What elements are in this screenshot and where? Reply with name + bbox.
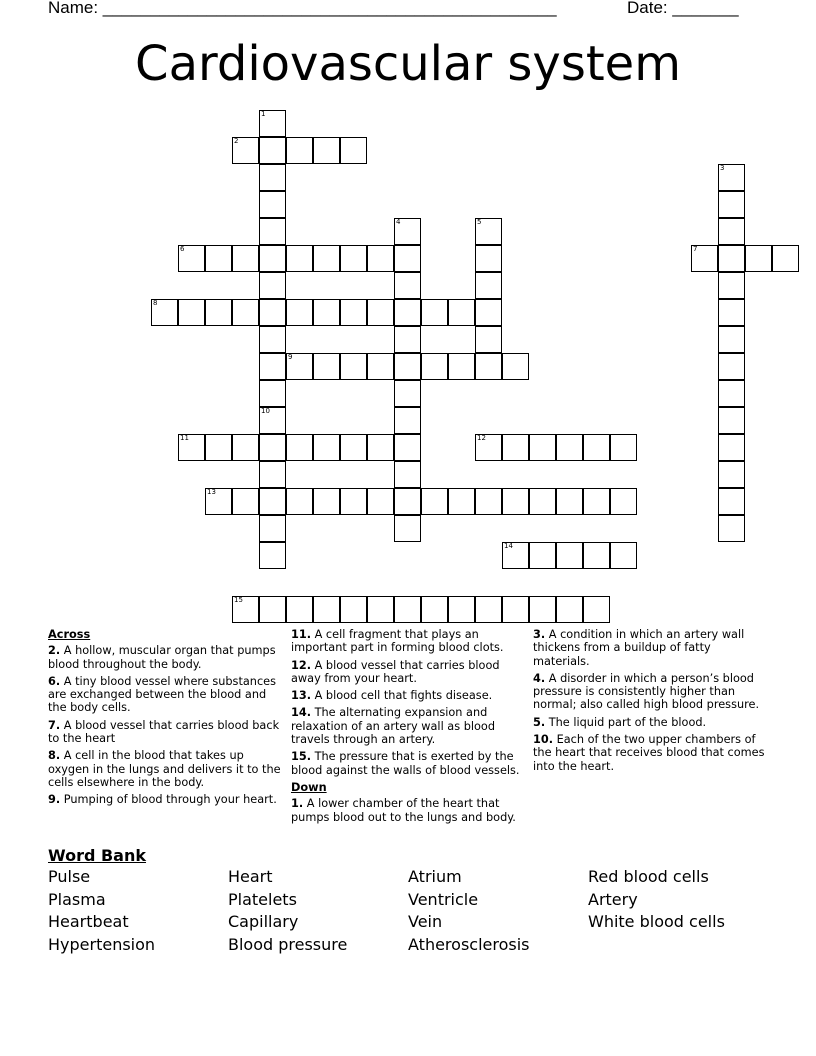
clue-number: 14	[504, 542, 513, 550]
clue-number: 8	[153, 299, 158, 307]
crossword-cell[interactable]	[691, 245, 718, 272]
clues-column-3	[533, 628, 768, 777]
clue-number: 4.	[533, 671, 546, 685]
clue-number: 1.	[291, 797, 304, 811]
crossword-cell[interactable]	[340, 299, 367, 326]
clue	[48, 719, 283, 746]
clue-number: 1	[261, 110, 266, 118]
clue	[48, 749, 283, 789]
crossword-cell[interactable]	[259, 542, 286, 569]
crossword-cell[interactable]	[718, 326, 745, 353]
clue	[291, 706, 526, 746]
crossword-cell[interactable]	[286, 245, 313, 272]
crossword-cell[interactable]	[394, 434, 421, 461]
crossword-cell[interactable]	[367, 299, 394, 326]
crossword-cell[interactable]	[367, 596, 394, 623]
crossword-cell[interactable]	[502, 542, 529, 569]
clue-number: 2	[234, 137, 239, 145]
crossword-cell[interactable]	[529, 542, 556, 569]
crossword-cell[interactable]	[583, 596, 610, 623]
clue-number: 15	[234, 596, 243, 604]
crossword-cell[interactable]	[394, 218, 421, 245]
clue-text: A condition in which an artery wall thickens from a buildup of fatty materials.	[533, 628, 745, 668]
crossword-cell[interactable]	[367, 245, 394, 272]
crossword-cell[interactable]	[259, 326, 286, 353]
crossword-cell[interactable]	[286, 137, 313, 164]
crossword-cell[interactable]	[718, 218, 745, 245]
crossword-cell[interactable]	[718, 380, 745, 407]
crossword-cell[interactable]	[313, 596, 340, 623]
crossword-cell[interactable]	[718, 461, 745, 488]
crossword-cell[interactable]	[367, 353, 394, 380]
clue	[533, 733, 768, 773]
crossword-cell[interactable]	[475, 488, 502, 515]
crossword-cell[interactable]	[502, 353, 529, 380]
crossword-cell[interactable]	[286, 434, 313, 461]
crossword-cell[interactable]	[475, 596, 502, 623]
crossword-cell[interactable]	[340, 596, 367, 623]
clue-number: 10.	[533, 733, 554, 747]
crossword-cell[interactable]	[475, 272, 502, 299]
word-bank-item: Capillary	[228, 912, 299, 932]
crossword-cell[interactable]	[232, 596, 259, 623]
crossword-cell[interactable]	[205, 299, 232, 326]
crossword-cell[interactable]	[448, 488, 475, 515]
crossword-cell[interactable]	[718, 164, 745, 191]
crossword-cell[interactable]	[448, 596, 475, 623]
crossword-cell[interactable]	[313, 137, 340, 164]
clue-number: 13	[207, 488, 216, 496]
word-bank-column	[408, 866, 530, 957]
crossword-cell[interactable]	[718, 272, 745, 299]
crossword-cell[interactable]	[421, 488, 448, 515]
word-bank-item: Pulse	[48, 867, 91, 886]
crossword-cell[interactable]	[718, 353, 745, 380]
clue-number: 2.	[48, 644, 61, 658]
crossword-cell[interactable]	[556, 488, 583, 515]
clue	[291, 659, 526, 686]
crossword-cell[interactable]	[259, 110, 286, 137]
crossword-cell[interactable]	[556, 542, 583, 569]
crossword-cell[interactable]	[718, 245, 745, 272]
crossword-cell[interactable]	[394, 515, 421, 542]
crossword-cell[interactable]	[394, 245, 421, 272]
clue-number: 8.	[48, 749, 61, 763]
crossword-cell[interactable]	[502, 488, 529, 515]
crossword-cell[interactable]	[340, 353, 367, 380]
clue-number: 6	[180, 245, 185, 253]
crossword-cell[interactable]	[394, 380, 421, 407]
crossword-cell[interactable]	[718, 407, 745, 434]
clue-number: 4	[396, 218, 401, 226]
down-heading: Down	[291, 780, 327, 794]
crossword-cell[interactable]	[340, 488, 367, 515]
word-bank-item: Blood pressure	[228, 935, 348, 955]
crossword-cell[interactable]	[205, 488, 232, 515]
clue-text: A blood vessel that carries blood away from your heart.	[291, 658, 500, 685]
crossword-cell[interactable]	[718, 191, 745, 218]
clue-text: A tiny blood vessel where substances are exchanged between the blood and the body cells.	[48, 674, 276, 715]
crossword-cell[interactable]	[583, 542, 610, 569]
crossword-cell[interactable]	[178, 299, 205, 326]
clue-text: A disorder in which a person’s blood pressure is consistently higher than normal; also called high blood pressure.	[533, 671, 760, 712]
crossword-cell[interactable]	[205, 245, 232, 272]
crossword-cell[interactable]	[718, 434, 745, 461]
clue-text: A blood vessel that carries blood back to the heart	[48, 718, 280, 746]
crossword-cell[interactable]	[475, 299, 502, 326]
crossword-cell[interactable]	[259, 461, 286, 488]
crossword-cell[interactable]	[610, 542, 637, 569]
crossword-cell[interactable]	[394, 407, 421, 434]
crossword-cell[interactable]	[178, 245, 205, 272]
clue-text: The pressure that is exerted by the blood against the walls of blood vessels.	[291, 750, 520, 777]
word-bank-column	[48, 866, 155, 957]
crossword-cell[interactable]	[421, 353, 448, 380]
clue	[533, 716, 768, 729]
crossword-cell[interactable]	[259, 218, 286, 245]
crossword-cell[interactable]	[232, 137, 259, 164]
crossword-cell[interactable]	[745, 245, 772, 272]
word-bank-item: Heartbeat	[48, 912, 129, 932]
crossword-cell[interactable]	[529, 488, 556, 515]
word-bank-item: Plasma	[48, 889, 106, 909]
crossword-cell[interactable]	[448, 353, 475, 380]
word-bank-item: Red blood cells	[588, 867, 709, 886]
clue-number: 10	[261, 407, 270, 415]
crossword-cell[interactable]	[259, 245, 286, 272]
crossword-cell[interactable]	[394, 353, 421, 380]
word-bank-item: Atrium	[408, 867, 462, 886]
word-bank-title: Word Bank	[48, 846, 147, 865]
crossword-cell[interactable]	[178, 434, 205, 461]
crossword-cell[interactable]	[313, 299, 340, 326]
clue	[291, 750, 526, 777]
clue-number: 12	[477, 434, 486, 442]
crossword-cell[interactable]	[259, 164, 286, 191]
clue-number: 14.	[291, 706, 312, 720]
crossword-cell[interactable]	[340, 137, 367, 164]
crossword-cell[interactable]	[232, 488, 259, 515]
clue-text: A cell in the blood that takes up oxygen in the lungs and delivers it to the cells elsewhere in the body.	[48, 749, 281, 789]
crossword-cell[interactable]	[556, 596, 583, 623]
clue-number: 12.	[291, 658, 312, 672]
clue-number: 3.	[533, 628, 546, 641]
crossword-cell[interactable]	[583, 488, 610, 515]
crossword-cell[interactable]	[232, 434, 259, 461]
crossword-cell[interactable]	[394, 299, 421, 326]
crossword-cell[interactable]	[259, 299, 286, 326]
crossword-cell[interactable]	[232, 299, 259, 326]
clue	[291, 797, 526, 824]
word-bank-item: Vein	[408, 912, 443, 932]
word-bank-item: Artery	[588, 889, 638, 909]
clue-number: 6.	[48, 674, 61, 688]
clue	[48, 675, 283, 715]
crossword-cell[interactable]	[475, 434, 502, 461]
clue	[291, 628, 526, 655]
crossword-cell[interactable]	[286, 596, 313, 623]
crossword-cell[interactable]	[259, 407, 286, 434]
word-bank-item: White blood cells	[588, 912, 725, 932]
clue-number: 5.	[533, 715, 546, 729]
clue-number: 9.	[48, 793, 61, 807]
crossword-cell[interactable]	[286, 488, 313, 515]
crossword-cell[interactable]	[205, 434, 232, 461]
clue-text: The liquid part of the blood.	[545, 715, 707, 729]
crossword-cell[interactable]	[529, 596, 556, 623]
crossword-cell[interactable]	[502, 596, 529, 623]
clue-number: 7	[693, 245, 698, 253]
crossword-cell[interactable]	[583, 434, 610, 461]
clue-number: 11	[180, 434, 189, 442]
crossword-cell[interactable]	[259, 272, 286, 299]
clue-number: 5	[477, 218, 482, 226]
crossword-cell[interactable]	[475, 245, 502, 272]
crossword-cell[interactable]	[259, 137, 286, 164]
clue-number: 9	[288, 353, 293, 361]
date-field: Date: _______	[627, 0, 739, 17]
crossword-cell[interactable]	[448, 299, 475, 326]
word-bank-item: Hypertension	[48, 935, 156, 955]
crossword-cell[interactable]	[367, 434, 394, 461]
clue-number: 3	[720, 164, 725, 172]
crossword-cell[interactable]	[313, 353, 340, 380]
crossword-cell[interactable]	[313, 245, 340, 272]
crossword-cell[interactable]	[259, 380, 286, 407]
crossword-cell[interactable]	[394, 272, 421, 299]
word-bank-column	[228, 866, 347, 957]
clue	[533, 628, 768, 668]
crossword-cell[interactable]	[394, 596, 421, 623]
crossword-cell[interactable]	[475, 218, 502, 245]
crossword-cell[interactable]	[475, 326, 502, 353]
crossword-cell[interactable]	[313, 488, 340, 515]
clue-text: A blood cell that fights disease.	[311, 689, 493, 703]
clue-text: The alternating expansion and relaxation of an artery wall as blood travels through an artery.	[291, 706, 496, 747]
clue-number: 15.	[291, 750, 312, 764]
crossword-cell[interactable]	[151, 299, 178, 326]
crossword-cell[interactable]	[340, 434, 367, 461]
clue-text: Each of the two upper chambers of the heart that receives blood that comes into the heart.	[533, 733, 765, 773]
clue-text: A lower chamber of the heart that pumps blood out to the lungs and body.	[291, 797, 516, 824]
name-field: Name: ________________________________________________	[48, 0, 557, 17]
clue	[291, 689, 526, 702]
crossword-cell[interactable]	[718, 299, 745, 326]
crossword-cell[interactable]	[286, 299, 313, 326]
crossword-cell[interactable]	[259, 596, 286, 623]
crossword-cell[interactable]	[610, 488, 637, 515]
crossword-cell[interactable]	[259, 353, 286, 380]
crossword-cell[interactable]	[394, 326, 421, 353]
crossword-cell[interactable]	[340, 245, 367, 272]
crossword-cell[interactable]	[394, 488, 421, 515]
word-bank-item: Atherosclerosis	[408, 935, 530, 955]
crossword-cell[interactable]	[259, 515, 286, 542]
crossword-cell[interactable]	[421, 596, 448, 623]
crossword-cell[interactable]	[529, 434, 556, 461]
clue	[48, 644, 283, 671]
word-bank-item: Heart	[228, 867, 273, 886]
crossword-cell[interactable]	[259, 488, 286, 515]
crossword-cell[interactable]	[421, 299, 448, 326]
clue-text: Pumping of blood through your heart.	[60, 793, 277, 807]
crossword-cell[interactable]	[556, 434, 583, 461]
crossword-cell[interactable]	[313, 434, 340, 461]
crossword-cell[interactable]	[502, 434, 529, 461]
across-heading: Across	[48, 628, 91, 641]
crossword-cell[interactable]	[475, 353, 502, 380]
clues-column-1	[48, 628, 283, 811]
page-title: Cardiovascular system	[135, 36, 681, 92]
crossword-cell[interactable]	[394, 461, 421, 488]
crossword-cell[interactable]	[259, 191, 286, 218]
clues-column-2	[291, 628, 526, 828]
crossword-cell[interactable]	[259, 434, 286, 461]
crossword-cell[interactable]	[232, 245, 259, 272]
clue	[48, 793, 283, 806]
word-bank-item: Platelets	[228, 889, 297, 909]
clue-text: A cell fragment that plays an important part in forming blood clots.	[291, 628, 504, 655]
clue	[533, 672, 768, 712]
clue-number: 13.	[291, 689, 312, 703]
clue-number: 7.	[48, 718, 61, 732]
word-bank-item: Ventricle	[408, 889, 479, 909]
crossword-cell[interactable]	[718, 515, 745, 542]
crossword-cell[interactable]	[772, 245, 799, 272]
clue-text: A hollow, muscular organ that pumps blood throughout the body.	[48, 644, 276, 671]
clue-number: 11.	[291, 628, 312, 641]
crossword-cell[interactable]	[286, 353, 313, 380]
word-bank-column	[588, 866, 725, 934]
crossword-cell[interactable]	[610, 434, 637, 461]
crossword-cell[interactable]	[718, 488, 745, 515]
crossword-cell[interactable]	[367, 488, 394, 515]
